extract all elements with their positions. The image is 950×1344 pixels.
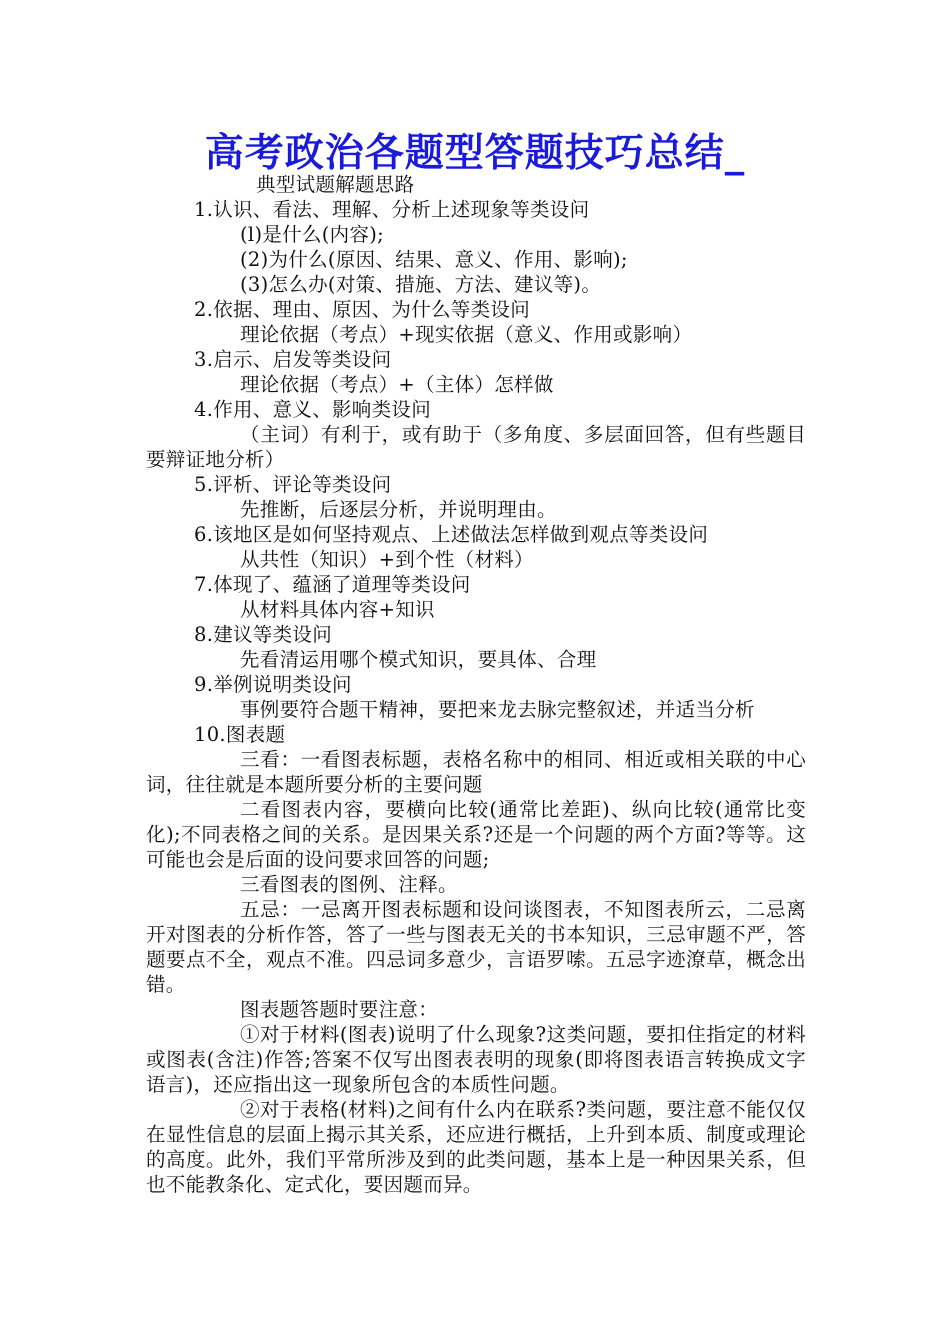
- section-body: 从材料具体内容+知识: [240, 598, 435, 621]
- chart-tip-paragraph: ①对于材料(图表)说明了什么现象?这类问题，要扣住指定的材料或图表(含注)作答;答案不仅写出图表表明的现象(即将图表语言转换成文字语言)，还应指出这一现象所包含的本质性问题。: [146, 1023, 806, 1096]
- section-body: （主词）有利于，或有助于（多角度、多层面回答，但有些题目要辩证地分析）: [146, 423, 806, 471]
- chart-tip-paragraph: 三看图表的图例、注释。: [240, 873, 458, 896]
- section-heading: 4.作用、意义、影响类设问: [194, 398, 432, 421]
- subheading: 典型试题解题思路: [256, 173, 415, 196]
- list-item: (2)为什么(原因、结果、意义、作用、影响);: [240, 248, 628, 271]
- section-body: 理论依据（考点）+现实依据（意义、作用或影响）: [240, 323, 693, 346]
- list-item: (l)是什么(内容);: [240, 223, 385, 246]
- section-heading: 7.体现了、蕴涵了道理等类设问: [194, 573, 471, 596]
- section-body: 事例要符合题干精神，要把来龙去脉完整叙述，并适当分析: [240, 698, 755, 721]
- section-heading: 1.认识、看法、理解、分析上述现象等类设问: [194, 198, 590, 221]
- chart-tip-paragraph: ②对于表格(材料)之间有什么内在联系?类问题，要注意不能仅仅在显性信息的层面上揭示其关系，还应进行概括，上升到本质、制度或理论的高度。此外，我们平常所涉及到的此类问题，基本上是一种因果关系，但也不能教条化、定式化，要因题而异。: [146, 1098, 806, 1196]
- section-heading: 10.图表题: [194, 723, 286, 746]
- section-body: 先推断，后逐层分析，并说明理由。: [240, 498, 557, 521]
- document-title: 高考政治各题型答题技巧总结_: [204, 131, 746, 176]
- chart-tip-paragraph: 五忌：一忌离开图表标题和设问谈图表，不知图表所云，二忌离开对图表的分析作答，答了一些与图表无关的书本知识，三忌审题不严，答题要点不全，观点不准。四忌词多意少，言语罗嗦。五忌字迹潦草，概念出错。: [146, 898, 806, 996]
- chart-tip-paragraph: 图表题答题时要注意：: [240, 998, 439, 1021]
- section-heading: 5.评析、评论等类设问: [194, 473, 392, 496]
- section-body: 理论依据（考点）+（主体）怎样做: [240, 373, 554, 396]
- section-heading: 9.举例说明类设问: [194, 673, 352, 696]
- list-item: (3)怎么办(对策、措施、方法、建议等)。: [240, 273, 602, 296]
- chart-tip-paragraph: 二看图表内容，要横向比较(通常比差距)、纵向比较(通常比变化);不同表格之间的关系。是因果关系?还是一个问题的两个方面?等等。这可能也会是后面的设问要求回答的问题;: [146, 798, 806, 871]
- section-body: 从共性（知识）+到个性（材料）: [240, 548, 534, 571]
- section-heading: 2.依据、理由、原因、为什么等类设问: [194, 298, 531, 321]
- section-heading: 6.该地区是如何坚持观点、上述做法怎样做到观点等类设问: [194, 523, 709, 546]
- chart-tip-paragraph: 三看：一看图表标题，表格名称中的相同、相近或相关联的中心词，往往就是本题所要分析的主要问题: [146, 748, 806, 796]
- section-body: 先看清运用哪个模式知识，要具体、合理: [240, 648, 597, 671]
- document-body: [146, 172, 806, 1197]
- section-heading: 8.建议等类设问: [194, 623, 333, 646]
- section-heading: 3.启示、启发等类设问: [194, 348, 392, 371]
